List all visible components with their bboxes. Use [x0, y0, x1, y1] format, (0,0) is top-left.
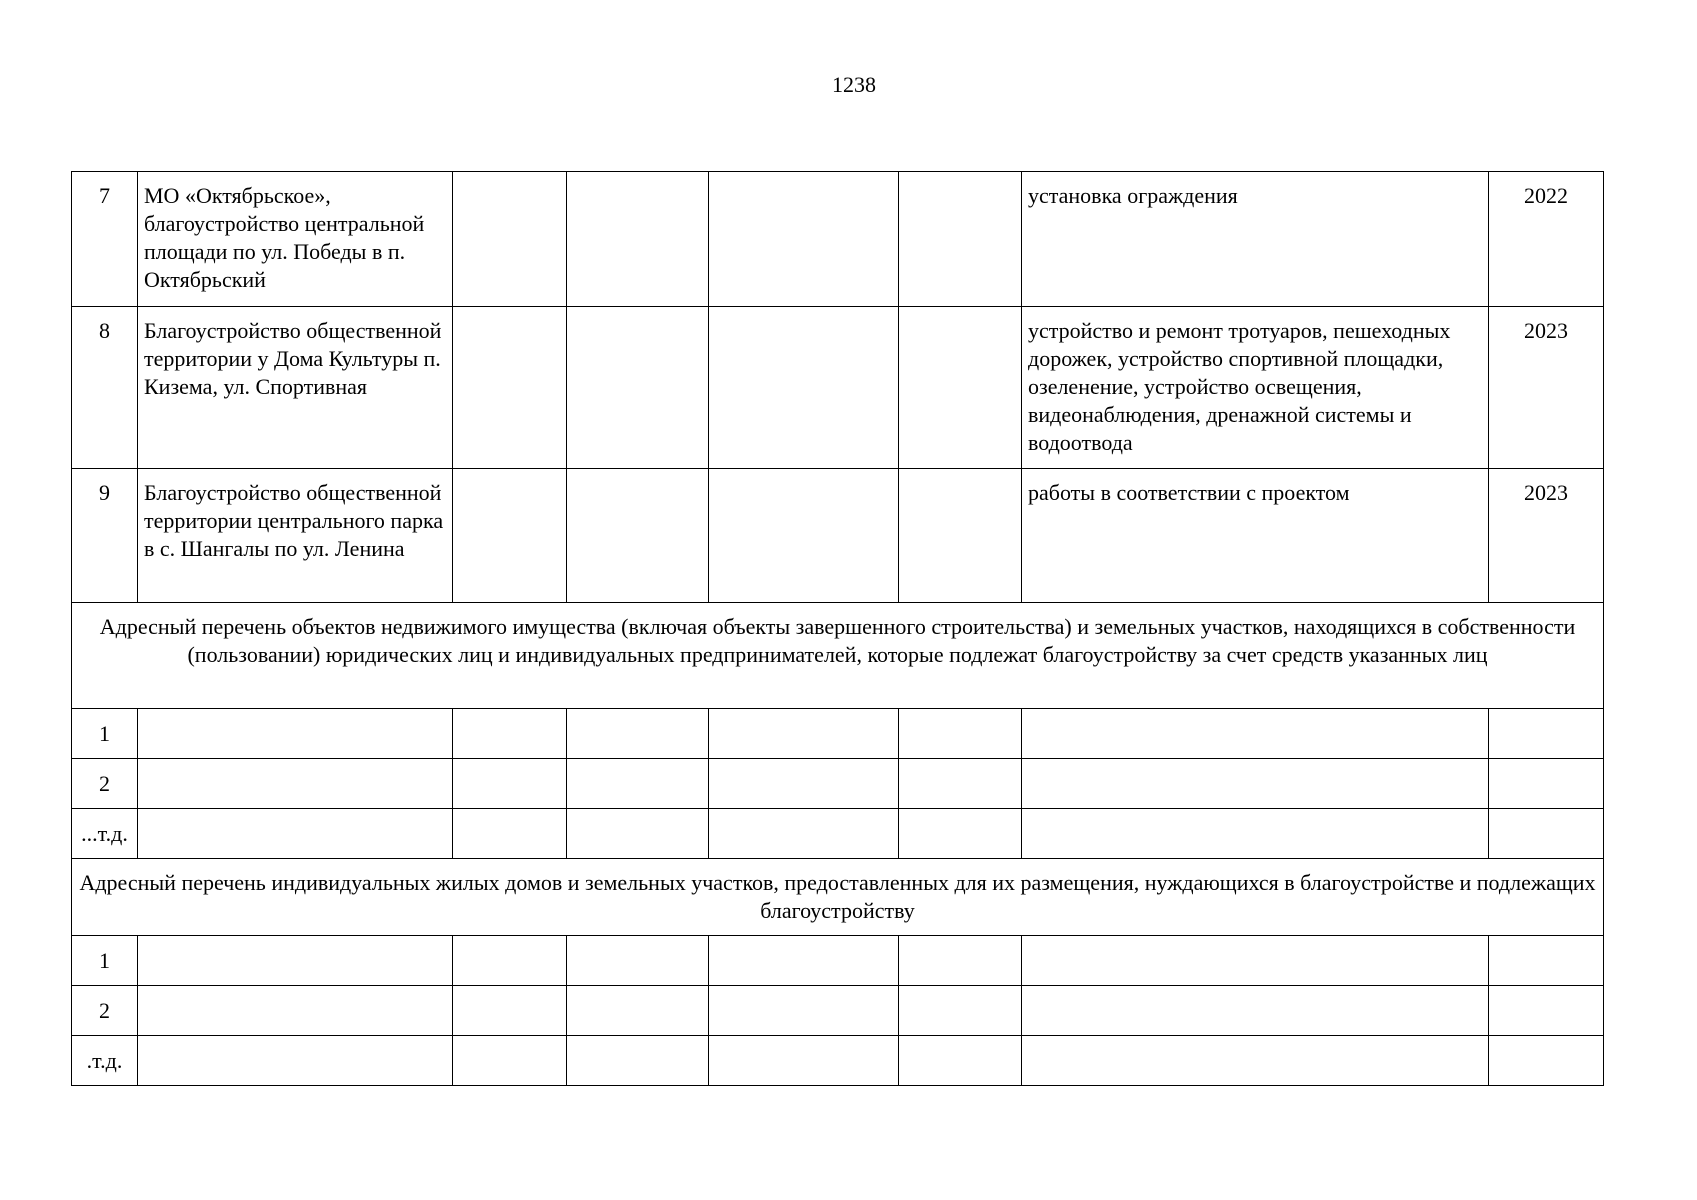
row-number: 7	[72, 172, 138, 307]
empty-cell	[567, 307, 709, 469]
empty-cell	[1022, 809, 1489, 859]
empty-cell	[453, 1036, 567, 1086]
empty-cell	[453, 759, 567, 809]
empty-cell	[138, 936, 453, 986]
section-title-private-houses: Адресный перечень индивидуальных жилых домов и земельных участков, предоставленных для их размещения, нуждающихся в благоустройстве и подлежащих благоустройству	[72, 859, 1604, 936]
year: 2023	[1489, 469, 1604, 603]
empty-cell	[1489, 986, 1604, 1036]
empty-cell	[709, 936, 899, 986]
table-row	[72, 172, 1604, 307]
empty-cell	[709, 1036, 899, 1086]
empty-cell	[1489, 709, 1604, 759]
empty-cell	[709, 759, 899, 809]
empty-cell	[453, 809, 567, 859]
empty-cell	[567, 809, 709, 859]
work-description: работы в соответствии с проектом	[1022, 469, 1489, 603]
table-row	[72, 307, 1604, 469]
territory-name: Благоустройство общественной территории центрального парка в с. Шангалы по ул. Ленина	[138, 469, 453, 603]
work-description: устройство и ремонт тротуаров, пешеходных дорожек, устройство спортивной площадки, озеленение, устройство освещения, видеонаблюдения, дренажной системы и водоотвода	[1022, 307, 1489, 469]
empty-cell	[899, 1036, 1022, 1086]
empty-cell	[709, 172, 899, 307]
empty-cell	[138, 1036, 453, 1086]
empty-cell	[453, 936, 567, 986]
territory-registry-table	[71, 171, 1604, 1086]
table-row	[72, 936, 1604, 986]
empty-cell	[1022, 936, 1489, 986]
row-number: ...т.д.	[72, 809, 138, 859]
empty-cell	[1489, 1036, 1604, 1086]
table-row	[72, 809, 1604, 859]
empty-cell	[709, 709, 899, 759]
empty-cell	[138, 709, 453, 759]
row-number: 1	[72, 709, 138, 759]
empty-cell	[138, 986, 453, 1036]
row-number: .т.д.	[72, 1036, 138, 1086]
empty-cell	[567, 709, 709, 759]
empty-cell	[138, 759, 453, 809]
section-title-legal-entities: Адресный перечень объектов недвижимого имущества (включая объекты завершенного строительства) и земельных участков, находящихся в собственности (пользовании) юридических лиц и индивидуальных предпринимателей, которые подлежат благоустройству за счет средств указанных лиц	[72, 603, 1604, 709]
empty-cell	[709, 469, 899, 603]
row-number: 2	[72, 759, 138, 809]
empty-cell	[567, 759, 709, 809]
section-header-row	[72, 859, 1604, 936]
empty-cell	[567, 986, 709, 1036]
territory-name: МО «Октябрьское», благоустройство центральной площади по ул. Победы в п. Октябрьский	[138, 172, 453, 307]
empty-cell	[1022, 1036, 1489, 1086]
empty-cell	[567, 469, 709, 603]
table-row	[72, 759, 1604, 809]
empty-cell	[567, 1036, 709, 1086]
year: 2022	[1489, 172, 1604, 307]
empty-cell	[453, 307, 567, 469]
table-row	[72, 1036, 1604, 1086]
empty-cell	[453, 986, 567, 1036]
table-row	[72, 986, 1604, 1036]
empty-cell	[1022, 759, 1489, 809]
empty-cell	[709, 986, 899, 1036]
empty-cell	[1022, 709, 1489, 759]
table-row	[72, 709, 1604, 759]
empty-cell	[899, 307, 1022, 469]
empty-cell	[899, 759, 1022, 809]
table-row	[72, 469, 1604, 603]
empty-cell	[1489, 809, 1604, 859]
work-description: установка ограждения	[1022, 172, 1489, 307]
empty-cell	[567, 172, 709, 307]
row-number: 8	[72, 307, 138, 469]
empty-cell	[138, 809, 453, 859]
row-number: 2	[72, 986, 138, 1036]
empty-cell	[899, 172, 1022, 307]
empty-cell	[453, 709, 567, 759]
row-number: 1	[72, 936, 138, 986]
empty-cell	[709, 307, 899, 469]
empty-cell	[1489, 759, 1604, 809]
page-number: 1238	[832, 72, 876, 97]
empty-cell	[899, 986, 1022, 1036]
empty-cell	[1022, 986, 1489, 1036]
empty-cell	[453, 172, 567, 307]
year: 2023	[1489, 307, 1604, 469]
section-header-row	[72, 603, 1604, 709]
empty-cell	[453, 469, 567, 603]
empty-cell	[709, 809, 899, 859]
empty-cell	[899, 936, 1022, 986]
empty-cell	[567, 936, 709, 986]
empty-cell	[1489, 936, 1604, 986]
empty-cell	[899, 709, 1022, 759]
empty-cell	[899, 469, 1022, 603]
row-number: 9	[72, 469, 138, 603]
territory-name: Благоустройство общественной территории у Дома Культуры п. Кизема, ул. Спортивная	[138, 307, 453, 469]
empty-cell	[899, 809, 1022, 859]
